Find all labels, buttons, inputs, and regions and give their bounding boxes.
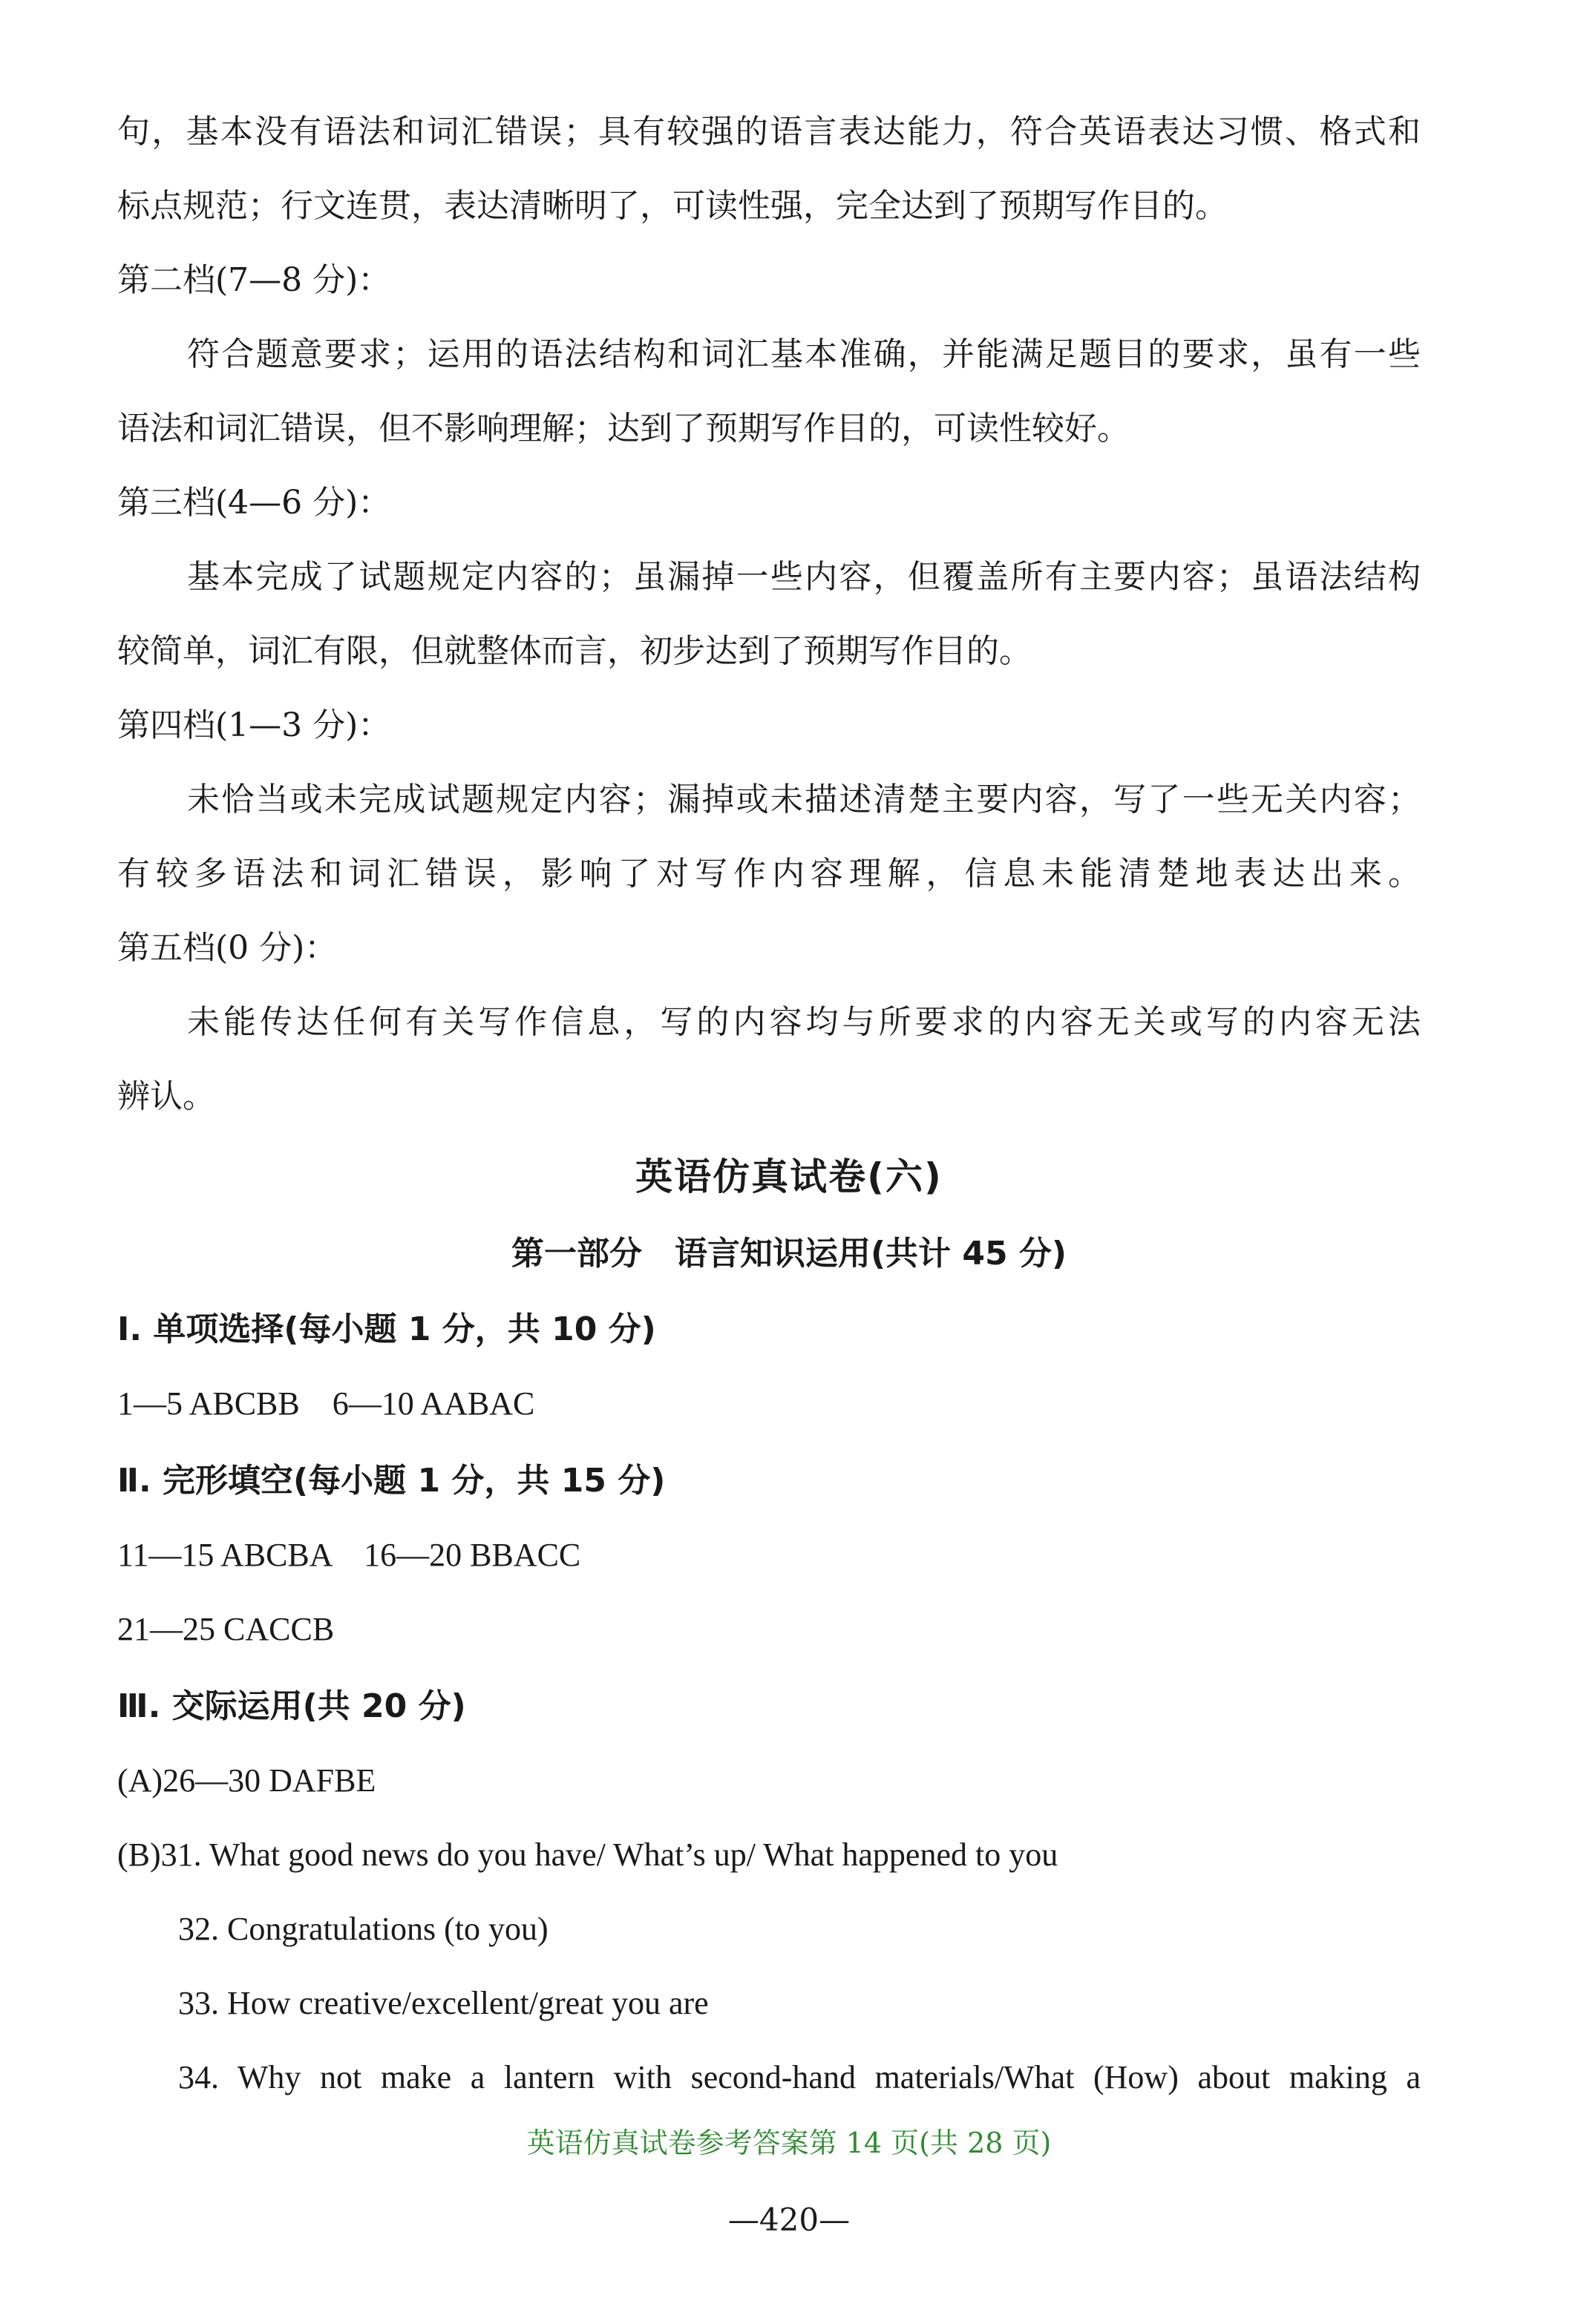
paragraph-line: 未能传达任何有关写作信息，写的内容均与所要求的内容无关或写的内容无法 bbox=[187, 1003, 1421, 1041]
paragraph-line: 有较多语法和词汇错误，影响了对写作内容理解，信息未能清楚地表达出来。 bbox=[117, 855, 1421, 893]
paragraph-line: 基本完成了试题规定内容的；虽漏掉一些内容，但覆盖所有主要内容；虽语法结构 bbox=[187, 558, 1421, 596]
answer-line: (B)31. What good news do you have/ What’s up/ What happened to you bbox=[117, 1836, 1058, 1873]
answer-line: 21—25 CACCB bbox=[117, 1611, 335, 1647]
paragraph-line: 未恰当或未完成试题规定内容；漏掉或未描述清楚主要内容，写了一些无关内容； bbox=[187, 781, 1421, 818]
paragraph-line: 辨认。 bbox=[117, 1077, 215, 1115]
paragraph-line: 句，基本没有语法和词汇错误；具有较强的语言表达能力，符合英语表达习惯、格式和 bbox=[117, 113, 1421, 151]
section-heading: Ⅰ. 单项选择(每小题 1 分，共 10 分) bbox=[117, 1310, 656, 1348]
footer-label: 英语仿真试卷参考答案第 14 页(共 28 页) bbox=[526, 2127, 1052, 2159]
tier-heading: 第四档(1—3 分)： bbox=[117, 706, 391, 744]
tier-heading: 第二档(7—8 分)： bbox=[117, 261, 391, 299]
tier-heading: 第三档(4—6 分)： bbox=[117, 484, 391, 522]
paragraph-line: 较简单，词汇有限，但就整体而言，初步达到了预期写作目的。 bbox=[117, 632, 1032, 670]
page-number: —420— bbox=[727, 2202, 851, 2238]
answer-line: 32. Congratulations (to you) bbox=[178, 1911, 549, 1947]
paragraph-line: 符合题意要求；运用的语法结构和词汇基本准确，并能满足题目的要求，虽有一些 bbox=[187, 335, 1421, 373]
paragraph-line: 标点规范；行文连贯，表达清晰明了，可读性强，完全达到了预期写作目的。 bbox=[117, 187, 1228, 225]
answer-line: 34. Why not make a lantern with second-hand materials/What (How) about making a bbox=[178, 2059, 1421, 2095]
tier-heading: 第五档(0 分)： bbox=[117, 929, 338, 967]
answer-line: (A)26—30 DAFBE bbox=[117, 1762, 376, 1799]
section-heading: Ⅲ. 交际运用(共 20 分) bbox=[117, 1687, 466, 1725]
part-title: 第一部分 语言知识运用(共计 45 分) bbox=[511, 1235, 1067, 1273]
answer-line: 33. How creative/excellent/great you are bbox=[178, 1985, 709, 2021]
answer-line: 1—5 ABCBB 6—10 AABAC bbox=[117, 1385, 535, 1422]
answer-line: 11—15 ABCBA 16—20 BBACC bbox=[117, 1537, 581, 1573]
section-heading: Ⅱ. 完形填空(每小题 1 分，共 15 分) bbox=[117, 1462, 666, 1500]
exam-title: 英语仿真试卷(六) bbox=[635, 1155, 943, 1198]
paragraph-line: 语法和词汇错误，但不影响理解；达到了预期写作目的，可读性较好。 bbox=[117, 410, 1130, 447]
